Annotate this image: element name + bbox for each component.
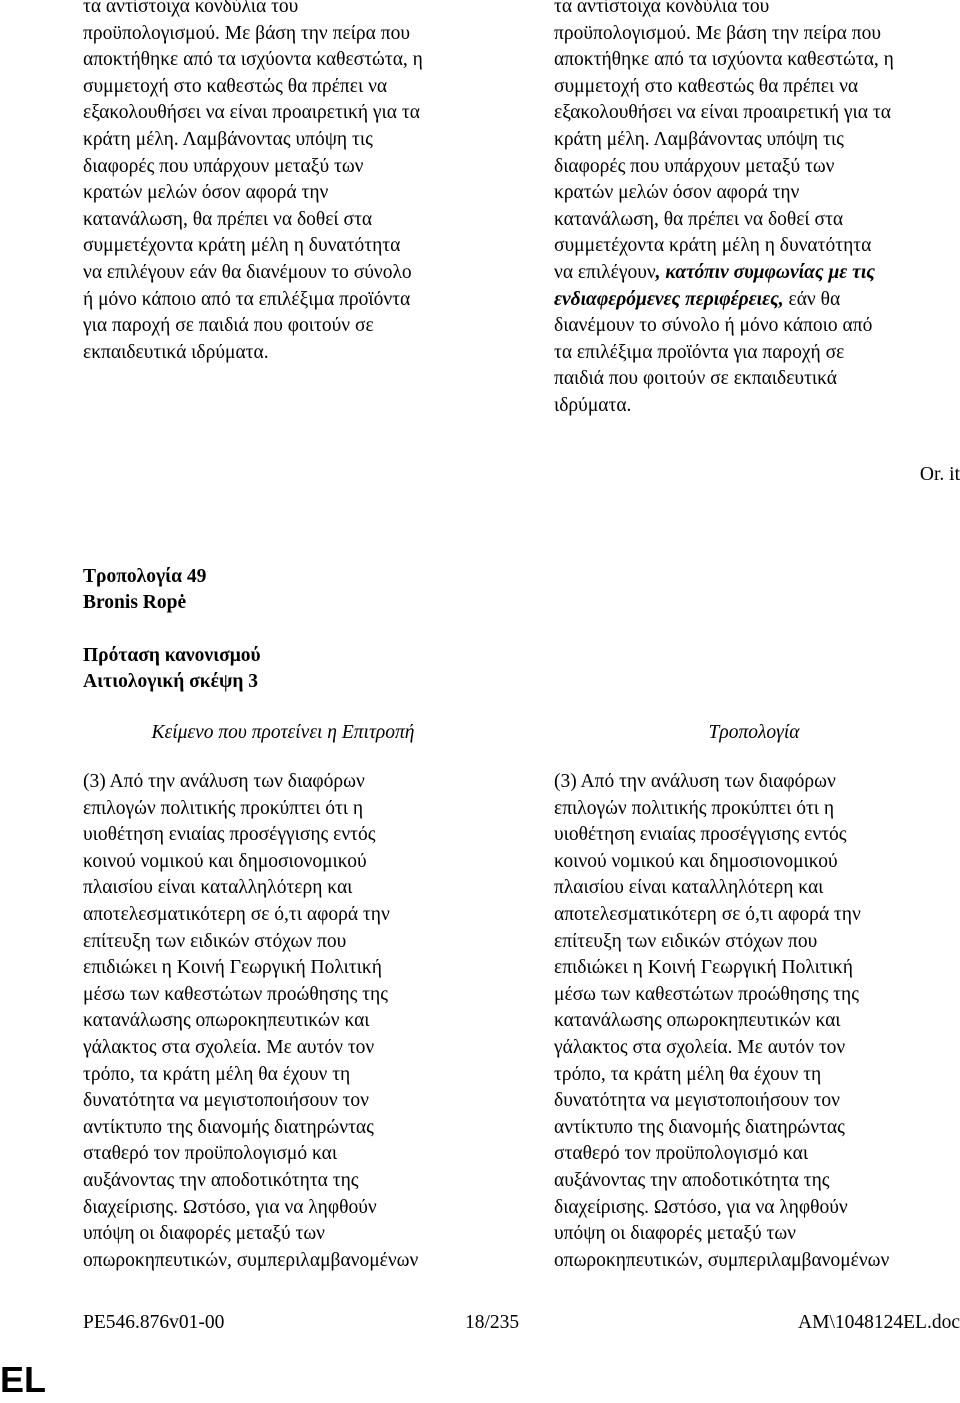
original-language: Or. it: [919, 464, 960, 485]
amendment-emphasis: , κατόπιν συμφωνίας με τις ενδιαφερόμενες περιφέρειες,: [554, 261, 875, 310]
language-code: EL: [0, 1359, 47, 1400]
top-right-text-before: τα αντίστοιχα κονδύλια του προϋπολογισμού. Με βάση την πείρα που αποκτήθηκε από τα ισχύοντα καθεστώτα, η συμμετοχή στο καθεστώς θα πρέπει να εξακολουθήσει να είναι προαιρετική για τα κράτη μέλη. Λαμβάνοντας υπόψη τις διαφορές που υπάρχουν μεταξύ των κρατών μελών όσον αφορά την κατανάλωση, θα πρέπει να δοθεί στα συμμετέχοντα κράτη μέλη η δυνατότητα να επιλέγουν: [554, 0, 894, 283]
top-right-text: [554, 0, 960, 420]
lower-right-text: (3) Από την ανάλυση των διαφόρων επιλογών πολιτικής προκύπτει ότι η υιοθέτηση ενιαίας προσέγγισης εντός κοινού νομικού και δημοσιονομικού πλαισίου είναι καταλληλότερη και αποτελεσματικότερη σε ό,τι αφορά την επίτευξη των ειδικών στόχων που επιδιώκει η Κοινή Γεωργική Πολιτική μέσω των καθεστώτων προώθησης της κατανάλωσης οπωροκηπευτικών και γάλακτος στα σχολεία. Με αυτόν τον τρόπο, τα κράτη μέλη θα έχουν τη δυνατότητα να μεγιστοποιήσουν τον αντίκτυπο της διανομής διατηρώντας σταθερό τον προϋπολογισμό και αυξάνοντας την αποδοτικότητα της διαχείρισης. Ωστόσο, για να ληφθούν υπόψη οι διαφορές μεταξύ των οπωροκηπευτικών, συμπεριλαμβανομένων: [554, 771, 890, 1271]
right-column-header: Τροπολογία: [708, 722, 800, 743]
proposal-label: Πρόταση κανονισμού: [83, 645, 261, 666]
top-left-text: τα αντίστοιχα κονδύλια του προϋπολογισμού. Με βάση την πείρα που αποκτήθηκε από τα ισχύοντα καθεστώτα, η συμμετοχή στο καθεστώς θα πρέπει να εξακολουθήσει να είναι προαιρετική για τα κράτη μέλη. Λαμβάνοντας υπόψη τις διαφορές που υπάρχουν μεταξύ των κρατών μελών όσον αφορά την κατανάλωση, θα πρέπει να δοθεί στα συμμετέχοντα κράτη μέλη η δυνατότητα να επιλέγουν εάν θα διανέμουν το σύνολο ή μόνο κάποιο από τα επιλέξιμα προϊόντα για παροχή σε παιδιά που φοιτούν σε εκπαιδευτικά ιδρύματα.: [83, 0, 423, 363]
footer-doc-ref: PE546.876v01-00: [83, 1312, 225, 1333]
footer-file-ref: AM\1048124EL.doc: [798, 1312, 960, 1333]
amendment-title: Τροπολογία 49: [83, 566, 207, 587]
lower-left-text: (3) Από την ανάλυση των διαφόρων επιλογών πολιτικής προκύπτει ότι η υιοθέτηση ενιαίας προσέγγισης εντός κοινού νομικού και δημοσιονομικού πλαισίου είναι καταλληλότερη και αποτελεσματικότερη σε ό,τι αφορά την επίτευξη των ειδικών στόχων που επιδιώκει η Κοινή Γεωργική Πολιτική μέσω των καθεστώτων προώθησης της κατανάλωσης οπωροκηπευτικών και γάλακτος στα σχολεία. Με αυτόν τον τρόπο, τα κράτη μέλη θα έχουν τη δυνατότητα να μεγιστοποιήσουν τον αντίκτυπο της διανομής διατηρώντας σταθερό τον προϋπολογισμό και αυξάνοντας την αποδοτικότητα της διαχείρισης. Ωστόσο, για να ληφθούν υπόψη οι διαφορές μεταξύ των οπωροκηπευτικών, συμπεριλαμβανομένων: [83, 771, 419, 1271]
top-right-text-after: εάν θα διανέμουν το σύνολο ή μόνο κάποιο από τα επιλέξιμα προϊόντα για παροχή σε παιδιά που φοιτούν σε εκπαιδευτικά ιδρύματα.: [554, 288, 873, 416]
recital-label: Αιτιολογική σκέψη 3: [83, 671, 259, 692]
left-column-header: Κείμενο που προτείνει η Επιτροπή: [151, 722, 415, 743]
amendment-author: Bronis Ropė: [83, 592, 187, 613]
footer-page-number: 18/235: [465, 1312, 520, 1333]
